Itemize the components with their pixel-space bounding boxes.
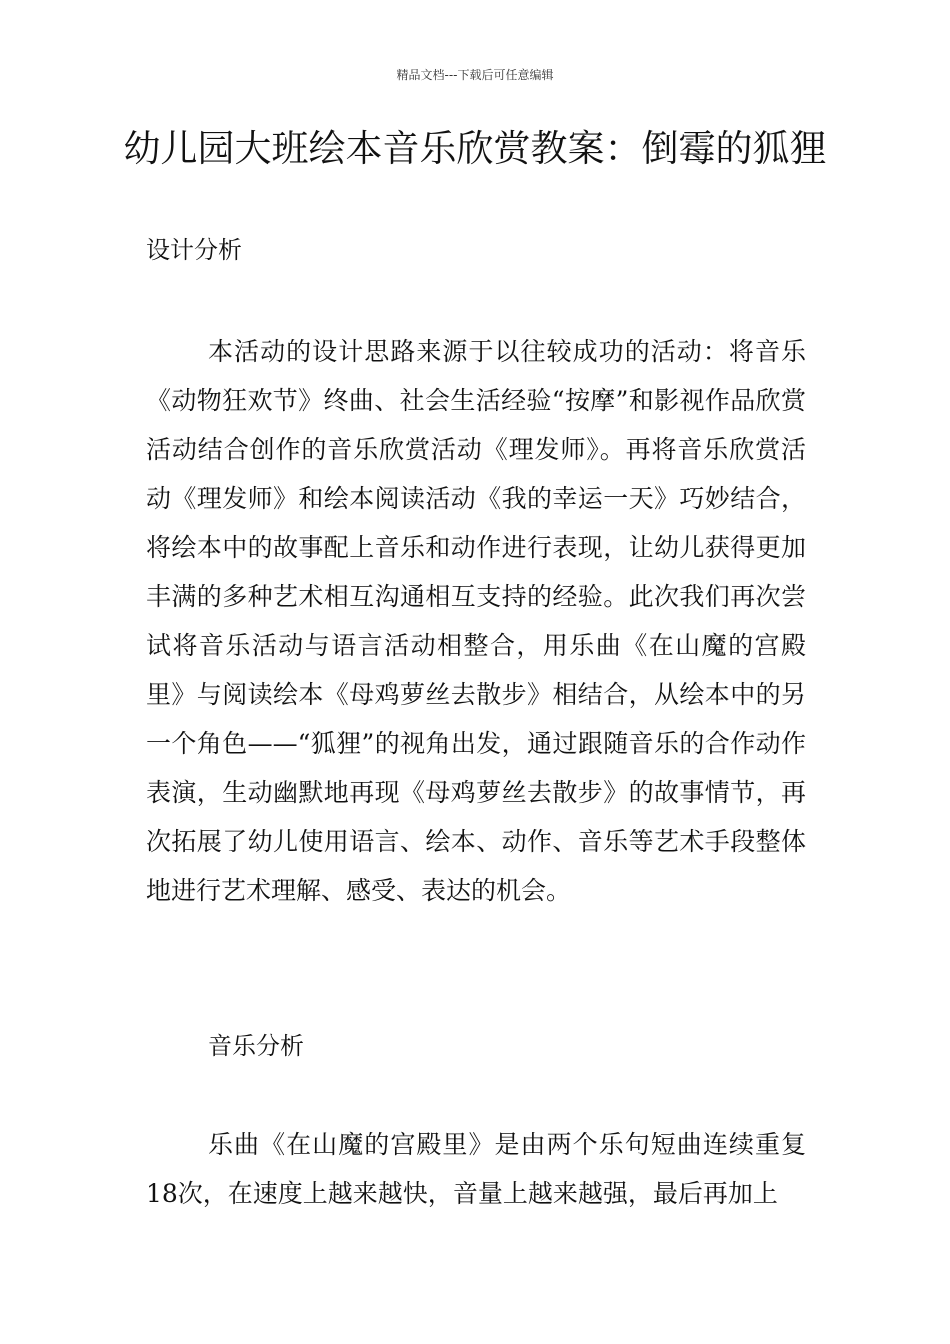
- section-heading-design-analysis: 设计分析: [146, 236, 242, 264]
- paragraph-music-analysis: 乐曲《在山魔的宫殿里》是由两个乐句短曲连续重复18次，在速度上越来越快，音量上越来越强，最后再加上: [146, 1130, 806, 1208]
- section-heading-music-analysis: 音乐分析: [208, 1032, 304, 1060]
- document-title: 幼儿园大班绘本音乐欣赏教案：倒霉的狐狸: [123, 127, 827, 170]
- paragraph-design-analysis: 本活动的设计思路来源于以往较成功的活动：将音乐《动物狂欢节》终曲、社会生活经验“按摩”和影视作品欣赏活动结合创作的音乐欣赏活动《理发师》。再将音乐欣赏活动《理发师》和绘本阅读活动《我的幸运一天》巧妙结合，将绘本中的故事配上音乐和动作进行表现，让幼儿获得更加丰满的多种艺术相互沟通相互支持的经验。此次我们再次尝试将音乐活动与语言活动相整合，用乐曲《在山魔的宫殿里》与阅读绘本《母鸡萝丝去散步》相结合，从绘本中的另一个角色——“狐狸”的视角出发，通过跟随音乐的合作动作表演，生动幽默地再现《母鸡萝丝去散步》的故事情节，再次拓展了幼儿使用语言、绘本、动作、音乐等艺术手段整体地进行艺术理解、感受、表达的机会。: [146, 337, 806, 905]
- header-note: 精品文档---下载后可任意编辑: [396, 68, 554, 82]
